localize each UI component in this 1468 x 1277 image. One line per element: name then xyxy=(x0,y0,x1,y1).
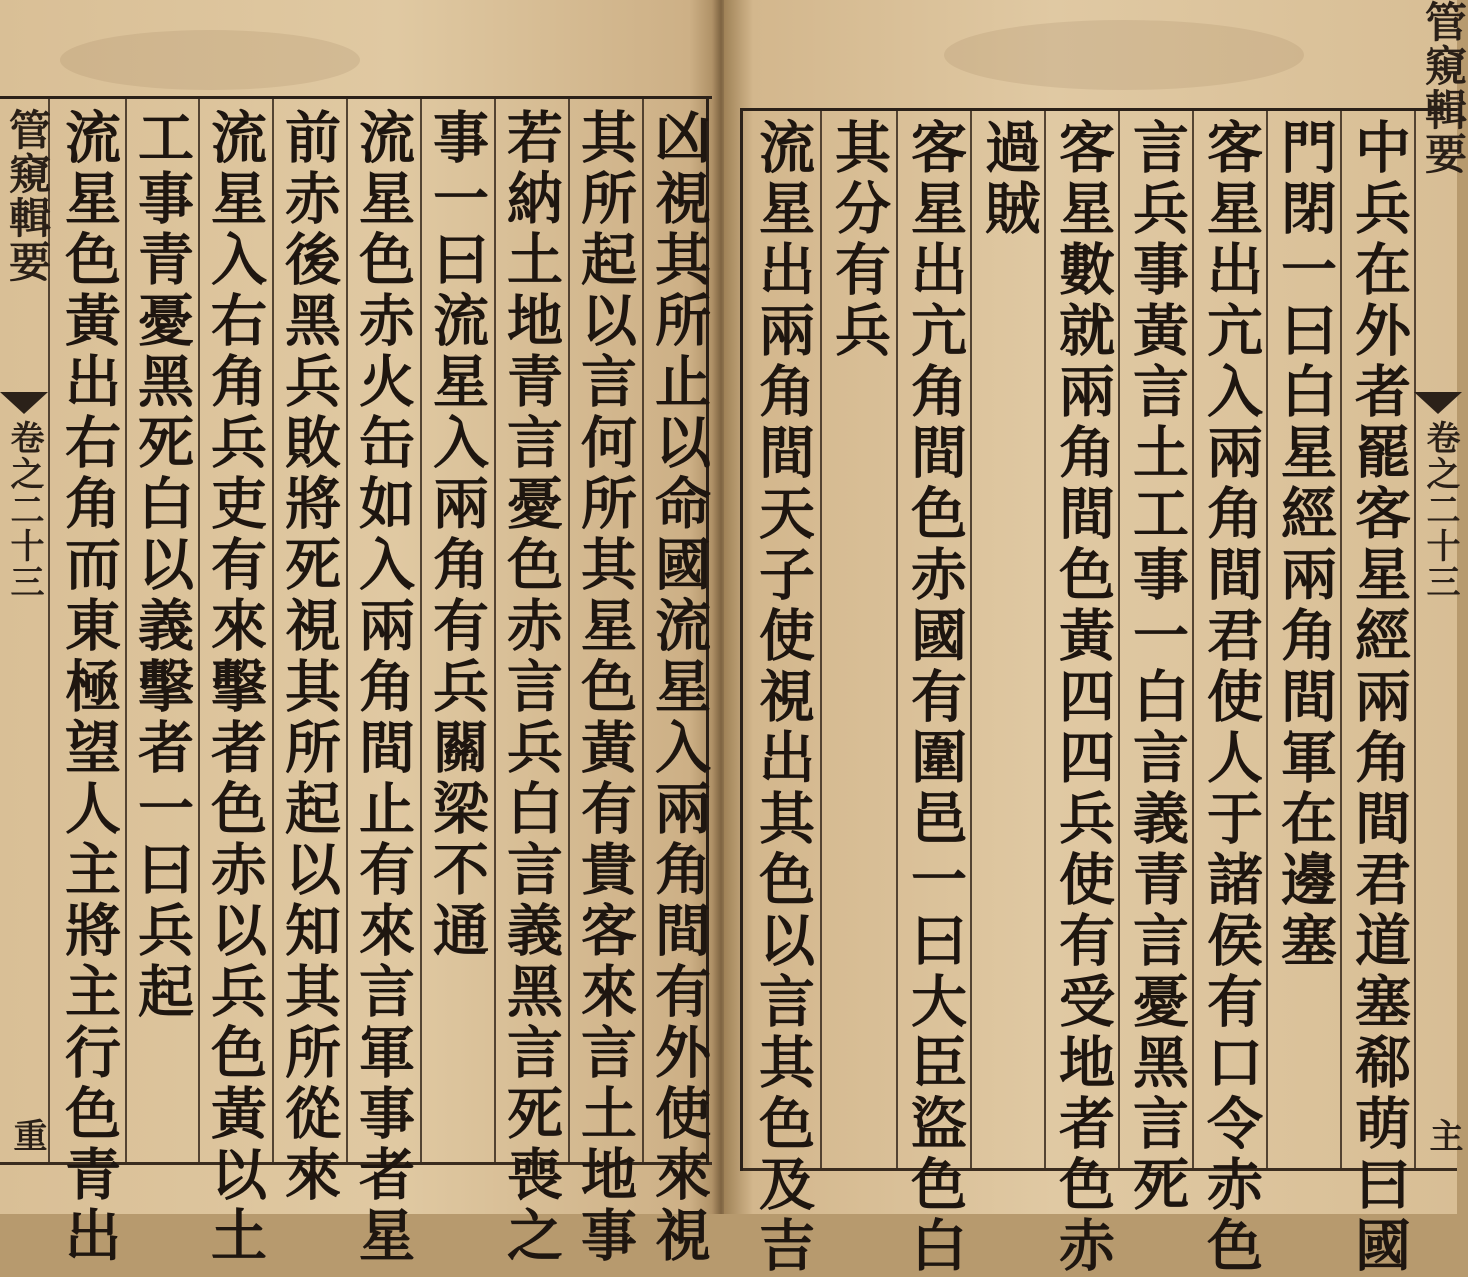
column-rule xyxy=(896,111,898,1168)
left-frame-top xyxy=(0,96,712,99)
text-column-8: 工事青憂黑死白以義擊者一曰兵起 xyxy=(129,108,195,1023)
text-column-6: 過賊 xyxy=(976,118,1042,240)
text-column-5: 流星色赤火缶如入兩角間止有來言軍事者星 xyxy=(350,108,416,1267)
text-column-6: 前赤後黑兵敗將死視其所起以知其所從來 xyxy=(276,108,342,1206)
margin-volume: 卷之二十三 xyxy=(1420,420,1460,600)
text-column-4: 言兵事黃言土工事一白言義青言憂黑言死 xyxy=(1124,118,1190,1216)
left-page xyxy=(0,0,718,1267)
text-column-9: 流星出兩角間天子使視出其色以言其色及吉 xyxy=(750,118,816,1277)
column-rule xyxy=(198,99,200,1162)
column-rule xyxy=(1192,111,1194,1168)
text-column-7: 客星出亢角間色赤國有圍邑一曰大臣盜色白 xyxy=(902,118,968,1277)
column-rule xyxy=(1340,111,1342,1168)
paper-stain xyxy=(60,30,360,90)
text-column-3: 若納土地青言憂色赤言兵白言義黑言死喪之 xyxy=(498,108,564,1267)
column-rule xyxy=(346,99,348,1162)
column-rule xyxy=(970,111,972,1168)
text-column-7: 流星入右角兵吏有來擊者色赤以兵色黃以土 xyxy=(202,108,268,1267)
text-column-4: 事一曰流星入兩角有兵關梁不通 xyxy=(424,108,490,962)
text-column-9: 流星色黃出右角而東極望人主將主行色青出 xyxy=(56,108,122,1267)
column-rule xyxy=(272,99,274,1162)
text-column-3: 客星出亢入兩角間君使人于諸侯有口令赤色 xyxy=(1198,118,1264,1277)
text-column-2: 其所起以言何所其星色黃有貴客來言土地事 xyxy=(572,108,638,1267)
margin-folio: 主 xyxy=(1423,1118,1463,1154)
right-page xyxy=(724,0,1468,1277)
column-rule xyxy=(1266,111,1268,1168)
text-column-8: 其分有兵 xyxy=(826,118,892,362)
column-rule xyxy=(642,99,644,1162)
margin-title: 管窺輯要 xyxy=(1419,0,1468,176)
text-column-1: 凶視其所止以命國流星入兩角間有外使來視 xyxy=(646,108,712,1267)
margin-title: 管窺輯要 xyxy=(3,108,52,284)
right-frame-top xyxy=(740,108,1457,111)
column-rule xyxy=(568,99,570,1162)
margin-folio: 重 xyxy=(7,1118,47,1154)
text-column-5: 客星數就兩角間色黃四四兵使有受地者色赤 xyxy=(1050,118,1116,1277)
column-rule xyxy=(125,99,127,1162)
margin-volume: 卷之二十三 xyxy=(4,420,44,600)
text-column-2: 門閉一曰白星經兩角間軍在邊塞 xyxy=(1272,118,1338,972)
paper-stain xyxy=(944,20,1304,90)
margin-strip-rule xyxy=(1414,111,1416,1168)
fishtail-mark xyxy=(1414,392,1462,414)
right-frame-edge xyxy=(740,108,743,1171)
column-rule xyxy=(494,99,496,1162)
column-rule xyxy=(420,99,422,1162)
text-column-1: 中兵在外者罷客星經兩角間君道塞郗萌曰國 xyxy=(1346,118,1412,1277)
column-rule xyxy=(1118,111,1120,1168)
column-rule xyxy=(1044,111,1046,1168)
fishtail-mark xyxy=(0,392,48,414)
column-rule xyxy=(820,111,822,1168)
